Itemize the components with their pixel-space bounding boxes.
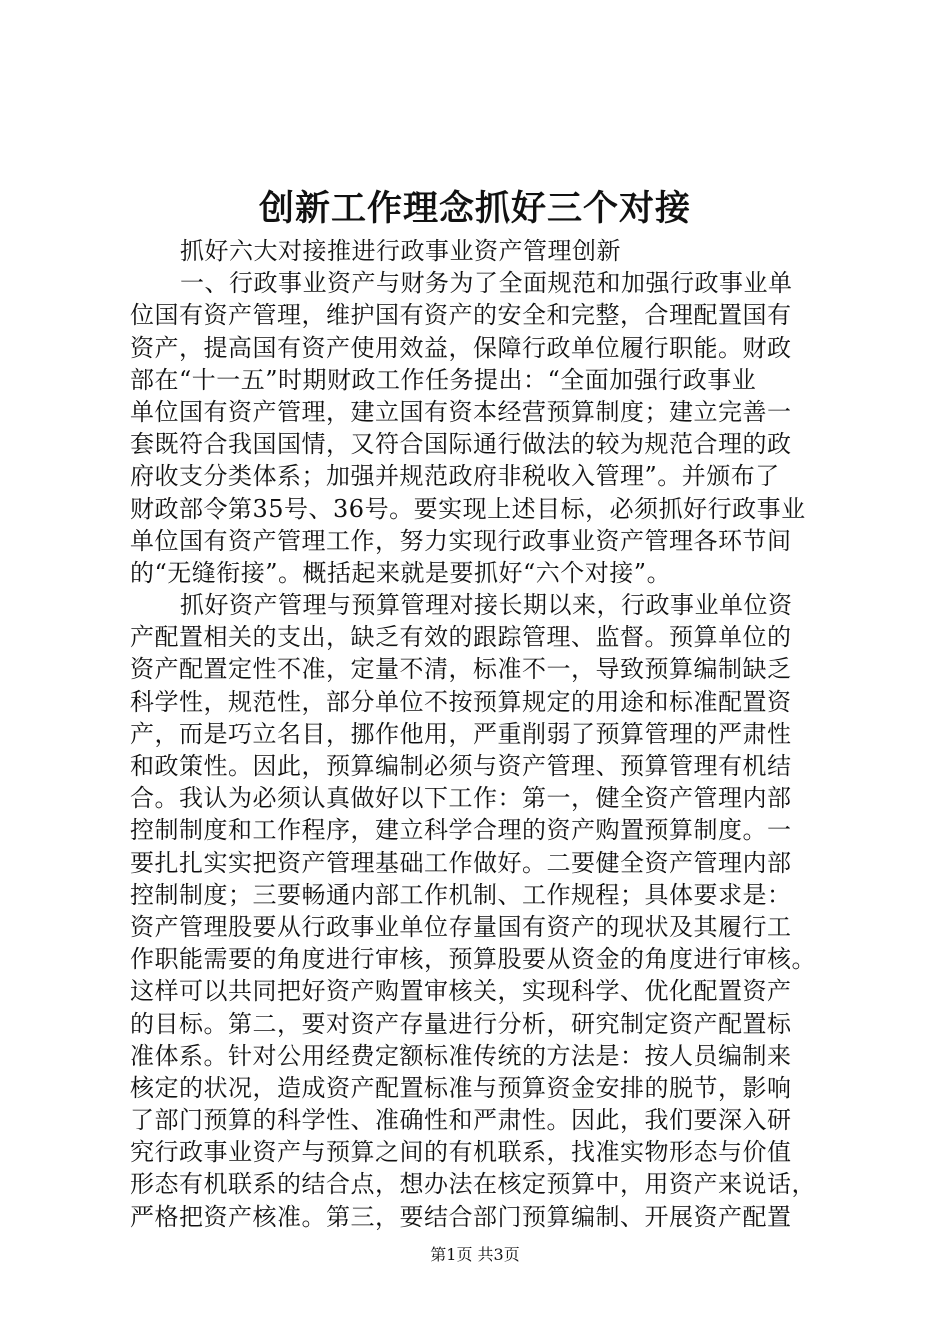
text-line: 究行政事业资产与预算之间的有机联系，找准实物形态与价值 [130,1138,792,1167]
text-line: 一、行政事业资产与财务为了全面规范和加强行政事业单 [180,269,793,298]
text-line: 府收支分类体系；加强并规范政府非税收入管理”。并颁布了 [130,462,780,491]
text-line: 资产管理股要从行政事业单位存量国有资产的现状及其履行工 [130,912,792,941]
text-line: 部在“十一五”时期财政工作任务提出：“全面加强行政事业 [130,365,757,394]
text-line: 准体系。针对公用经费定额标准传统的方法是：按人员编制来 [130,1041,792,1070]
text-line: 抓好资产管理与预算管理对接长期以来，行政事业单位资 [180,591,793,620]
text-line: 严格把资产核准。第三，要结合部门预算编制、开展资产配置 [130,1202,792,1231]
text-line: 资产，提高国有资产使用效益，保障行政单位履行职能。财政 [130,333,792,362]
text-line: 核定的状况，造成资产配置标准与预算资金安排的脱节，影响 [130,1073,792,1102]
text-line: 形态有机联系的结合点，想办法在核定预算中，用资产来说话， [130,1170,816,1199]
text-line: 的“无缝衔接”。概括起来就是要抓好“六个对接”。 [130,558,672,587]
text-line: 单位国有资产管理，建立国有资本经营预算制度；建立完善一 [130,397,792,426]
text-line: 财政部令第35号、36号。要实现上述目标，必须抓好行政事业 [130,494,806,523]
text-line: 位国有资产管理，维护国有资产的安全和完整，合理配置国有 [130,301,792,330]
text-line: 的目标。第二，要对资产存量进行分析，研究制定资产配置标 [130,1009,792,1038]
text-line: 和政策性。因此，预算编制必须与资产管理、预算管理有机结 [130,752,792,780]
document-title: 创新工作理念抓好三个对接 [258,188,691,229]
text-line: 作职能需要的角度进行审核，预算股要从资金的角度进行审核。 [130,945,816,974]
text-line: 抓好六大对接推进行政事业资产管理创新 [180,237,621,265]
text-line: 单位国有资产管理工作，努力实现行政事业资产管理各环节间 [130,526,792,555]
text-line: 这样可以共同把好资产购置审核关，实现科学、优化配置资产 [130,977,792,1006]
text-line: 合。我认为必须认真做好以下工作：第一，健全资产管理内部 [130,784,792,813]
text-line: 控制制度；三要畅通内部工作机制、工作规程；具体要求是： [130,880,792,909]
page-footer: 第1页 共3页 [430,1245,520,1264]
text-line: 了部门预算的科学性、准确性和严肃性。因此，我们要深入研 [130,1106,792,1135]
text-line: 资产配置定性不准，定量不清，标准不一，导致预算编制缺乏 [130,655,792,684]
text-line: 控制制度和工作程序，建立科学合理的资产购置预算制度。一 [130,816,792,845]
text-line: 套既符合我国国情，又符合国际通行做法的较为规范合理的政 [130,430,792,459]
text-line: 科学性，规范性，部分单位不按预算规定的用途和标准配置资 [130,687,792,716]
text-line: 产，而是巧立名目，挪作他用，严重削弱了预算管理的严肃性 [130,719,792,748]
text-line: 要扎扎实实把资产管理基础工作做好。二要健全资产管理内部 [130,848,792,877]
document-body [130,235,835,1233]
text-line: 产配置相关的支出，缺乏有效的跟踪管理、监督。预算单位的 [130,623,792,652]
